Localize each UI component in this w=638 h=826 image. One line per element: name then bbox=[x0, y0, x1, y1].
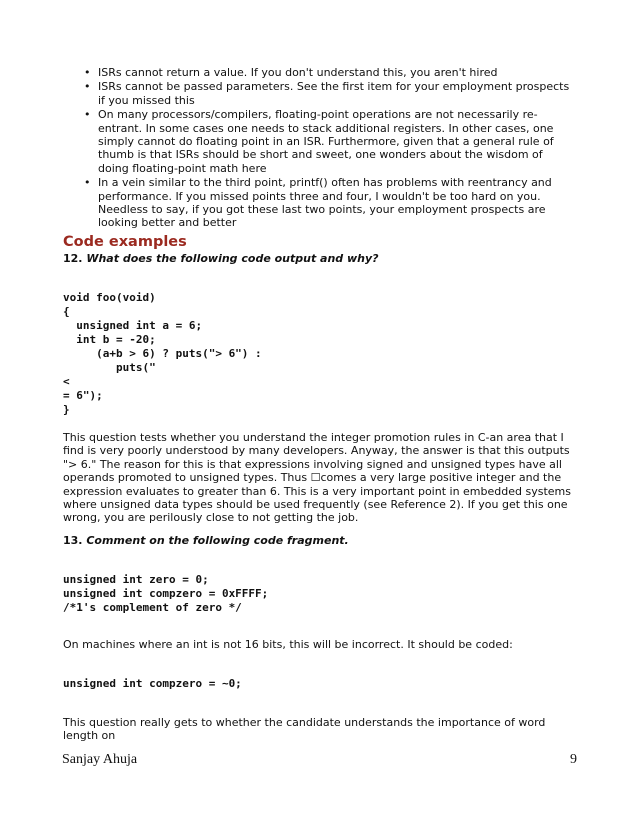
section-title: Code examples bbox=[63, 234, 187, 250]
footer-page-number: 9 bbox=[570, 752, 577, 767]
paragraph-13-explanation: On machines where an int is not 16 bits, this will be incorrect. It should be coded: bbox=[63, 638, 513, 651]
footer-author: Sanjay Ahuja bbox=[62, 752, 138, 767]
code-block-12: void foo(void) { unsigned int a = 6; int b = -20; (a+b > 6) ? puts("> 6") : puts(" < = 6"); } bbox=[63, 291, 262, 416]
bullet-item: • ISRs cannot be passed parameters. See the first item for your employment prospects if you missed this bbox=[72, 80, 572, 107]
paragraph-14-intro: This question really gets to whether the candidate understands the importance of word length on bbox=[63, 716, 546, 743]
bullet-item: • On many processors/compilers, floating-point operations are not necessarily re-entrant. In some cases one needs to stack additional registers. In other cases, one simply cannot do floating point in an ISR. Furthermore, given that a general rule of thumb is that ISRs should be short and sweet, one wonders about the wisdom of doing floating-point math here bbox=[72, 108, 572, 175]
question-text: Comment on the following code fragment. bbox=[86, 534, 349, 547]
bullet-item: • In a vein similar to the third point, printf() often has problems with reentrancy and performance. If you missed points three and four, I wouldn't be too hard on you. Needless to say, if you got these last two points, your employment prospects are looking better and better bbox=[72, 176, 572, 230]
question-13-heading bbox=[63, 534, 349, 547]
question-12-heading bbox=[63, 252, 379, 265]
question-number: 13. bbox=[63, 534, 83, 547]
code-block-13-fix: unsigned int compzero = ~0; bbox=[63, 677, 242, 690]
code-block-13: unsigned int zero = 0; unsigned int compzero = 0xFFFF; /*1's complement of zero */ bbox=[63, 573, 269, 614]
question-text: What does the following code output and why? bbox=[86, 252, 379, 265]
isr-bullet-list bbox=[72, 66, 572, 231]
paragraph-12-explanation: This question tests whether you understand the integer promotion rules in C-an area that I find is very poorly understood by many developers. Anyway, the answer is that this outputs "> 6." The reason for this is that expressions involving signed and unsigned types have all operands promoted to unsigned types. Thus ☐comes a very large positive integer and the expression evaluates to greater than 6. This is a very important point in embedded systems where unsigned data types should be used frequently (see Reference 2). If you get this one wrong, you are perilously close to not getting the job. bbox=[63, 431, 571, 525]
question-number: 12. bbox=[63, 252, 83, 265]
bullet-item: • ISRs cannot return a value. If you don't understand this, you aren't hired bbox=[72, 66, 572, 79]
